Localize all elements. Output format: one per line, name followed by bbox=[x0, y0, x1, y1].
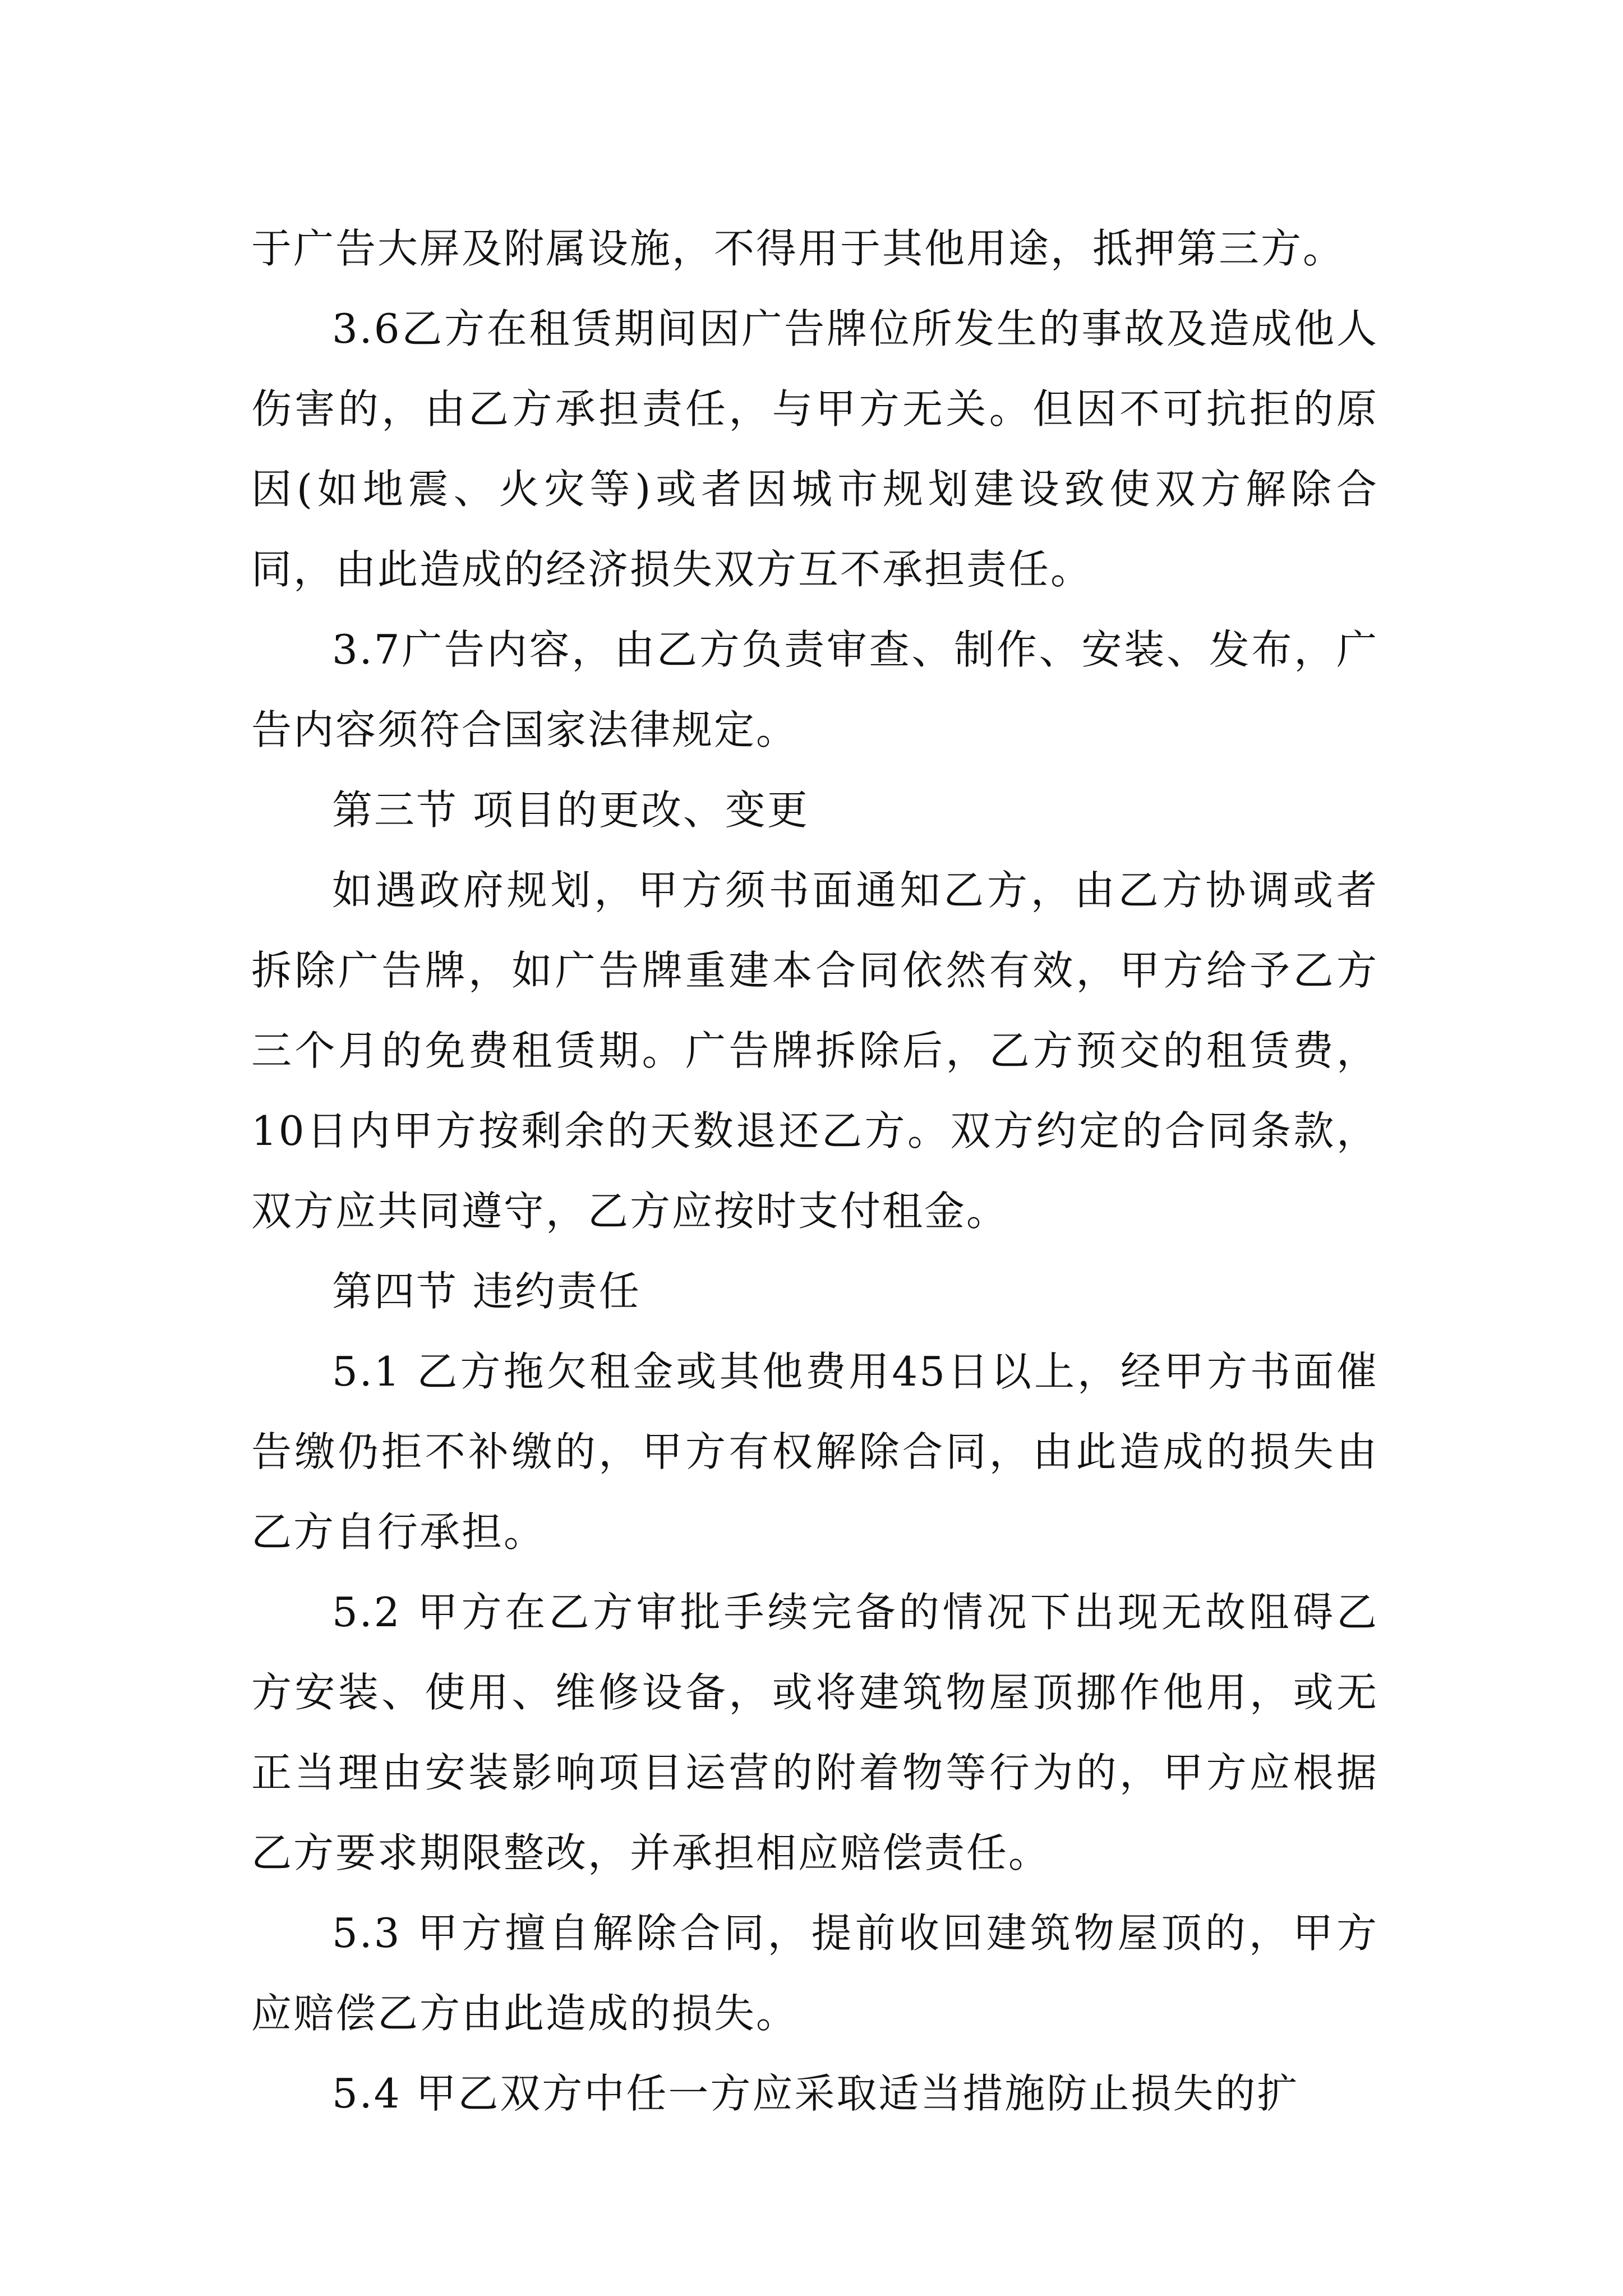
paragraph-clause-3-7: 3.7广告内容，由乙方负责审查、制作、安装、发布，广告内容须符合国家法律规定。 bbox=[251, 626, 1378, 753]
paragraph-clause-5-4: 5.4 甲乙双方中任一方应采取适当措施防止损失的扩 bbox=[332, 2070, 1299, 2117]
paragraph-clause-5-1: 5.1 乙方拖欠租金或其他费用45日以上，经甲方书面催告缴仍拒不补缴的，甲方有权解除合同，由此造成的损失由乙方自行承担。 bbox=[251, 1348, 1378, 1556]
paragraph-clause-3-6: 3.6乙方在租赁期间因广告牌位所发生的事故及造成他人伤害的，由乙方承担责任，与甲方无关。但因不可抗拒的原因(如地震、火灾等)或者因城市规划建设致使双方解除合同，由此造成的经济损失双方互不承担责任。 bbox=[251, 305, 1378, 593]
section-heading-4: 第四节 违约责任 bbox=[332, 1268, 641, 1315]
section-heading-3: 第三节 项目的更改、变更 bbox=[332, 786, 809, 834]
contract-body bbox=[251, 209, 1378, 2134]
paragraph-section-3-body: 如遇政府规划，甲方须书面通知乙方，由乙方协调或者拆除广告牌，如广告牌重建本合同依然有效，甲方给予乙方三个月的免费租赁期。广告牌拆除后，乙方预交的租赁费，10日内甲方按剩余的天数退还乙方。双方约定的合同条款，双方应共同遵守，乙方应按时支付租金。 bbox=[251, 867, 1378, 1235]
paragraph-clause-5-2: 5.2 甲方在乙方审批手续完备的情况下出现无故阻碍乙方安装、使用、维修设备，或将建筑物屋顶挪作他用，或无正当理由安装影响项目运营的附着物等行为的，甲方应根据乙方要求期限整改，并承担相应赔偿责任。 bbox=[251, 1589, 1378, 1876]
paragraph-clause-5-3: 5.3 甲方擅自解除合同，提前收回建筑物屋顶的，甲方应赔偿乙方由此造成的损失。 bbox=[251, 1910, 1378, 2037]
paragraph-continuation: 于广告大屏及附属设施，不得用于其他用途，抵押第三方。 bbox=[251, 225, 1345, 272]
